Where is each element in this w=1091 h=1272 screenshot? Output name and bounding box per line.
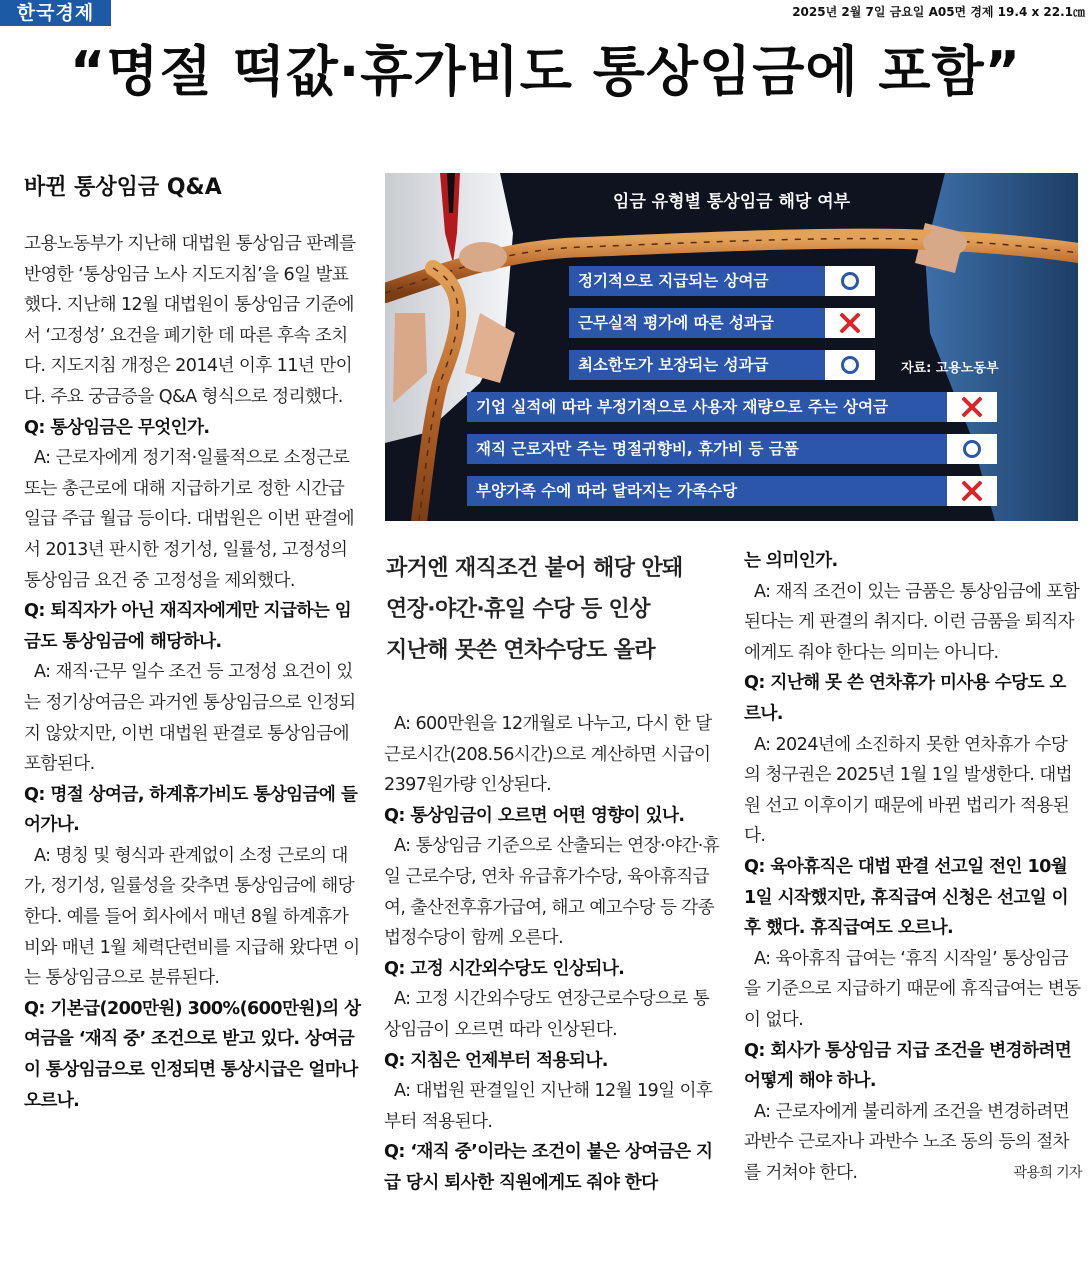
question: Q: 지난해 못 쓴 연차휴가 미사용 수당도 오르나.: [744, 673, 1066, 724]
lead-paragraph: 고용노동부가 지난해 대법원 통상임금 판례를 반영한 ‘통상임금 노사 지도지침’을 6일 발표했다. 지난해 12월 대법원이 통상임금 기준에서 ‘고정성’ 요건을 폐기한 데 따른 후속 조치다. 지도지침 개정은 2014년 이후 11년 만이다. 주요 궁금증을 Q&A 형식으로 정리했다.: [24, 234, 356, 407]
circle-icon: [841, 356, 859, 374]
article-column-1: [24, 229, 362, 1116]
question: Q: 회사가 통상임금 지급 조건을 변경하려면 어떻게 해야 하나.: [744, 1040, 1072, 1092]
answer: A: 600만원을 12개월로 나누고, 다시 한 달 근로시간(208.56시간)으로 계산하면 시급이 2397원가량 인상된다.: [384, 714, 712, 796]
answer: A: 통상임금 기준으로 산출되는 연장·야간·휴일 근로수당, 연차 유급휴가수당, 육아휴직급여, 출산전후휴가급여, 해고 예고수당 등 각종 법정수당이 함께 오른다.: [384, 836, 720, 949]
included-mark: [825, 266, 875, 296]
question: Q: ‘재직 중’이라는 조건이 붙은 상여금은 지급 당시 퇴사한 직원에게도 줘야 한다: [384, 1142, 713, 1193]
masthead-logo: 한국경제: [0, 0, 111, 26]
question: Q: 통상임금이 오르면 어떤 영향이 있나.: [384, 805, 685, 826]
question: Q: 명절 상여금, 하계휴가비도 통상임금에 들어가나.: [24, 784, 358, 836]
article-column-2: [384, 709, 722, 1199]
included-mark: [825, 350, 875, 380]
x-icon: [961, 396, 983, 418]
answer: A: 명칭 및 형식과 관계없이 소정 근로의 대가, 정기성, 일률성을 갖추면 통상임금에 해당한다. 예를 들어 회사에서 매년 8월 하계휴가비와 매년 1월 체력단련비를 지급해 왔다면 이는 통상임금으로 분류된다.: [24, 845, 360, 989]
wage-type-row: [569, 266, 825, 296]
included-mark: [947, 434, 997, 464]
question: Q: 고정 시간외수당도 인상되나.: [384, 958, 625, 979]
circle-icon: [963, 440, 981, 458]
tug-of-war-illustration: [385, 173, 1078, 521]
question: Q: 육아휴직은 대법 판결 선고일 전인 10월 1일 시작했지만, 휴직급여 신청은 선고일 이후 했다. 휴직급여도 오르나.: [744, 856, 1069, 939]
answer: A: 고정 시간외수당도 연장근로수당으로 통상임금이 오르면 따라 인상된다.: [384, 989, 710, 1040]
x-icon: [839, 312, 861, 334]
answer: A: 재직·근무 일수 조건 등 고정성 요건이 있는 정기상여금은 과거엔 통상임금으로 인정되지 않았지만, 이번 대법원 판결로 통상임금에 포함된다.: [24, 662, 356, 775]
wage-type-row: [467, 392, 947, 422]
wage-type-row: [467, 434, 947, 464]
excluded-mark: [825, 308, 875, 338]
byline: 곽용희 기자: [1013, 1164, 1082, 1181]
article-column-3: [744, 546, 1082, 1188]
kicker-summary: [386, 548, 716, 671]
x-icon: [961, 480, 983, 502]
wage-type-row: [569, 350, 825, 380]
wage-type-label: 기업 실적에 따라 부정기적으로 사용자 재량으로 주는 상여금: [476, 398, 889, 416]
question: Q: 기본급(200만원) 300%(600만원)의 상여금을 ‘재직 중’ 조건으로 받고 있다. 상여금이 통상임금으로 인정되면 통상시급은 얼마나 오르나.: [24, 998, 361, 1111]
question: Q: 지침은 언제부터 적용되나.: [384, 1050, 608, 1071]
headline: “명절 떡값·휴가비도 통상임금에 포함”: [69, 40, 1022, 103]
source-note: 자료: 고용노동부: [901, 361, 999, 376]
wage-type-label: 부양가족 수에 따라 달라지는 가족수당: [476, 482, 738, 500]
infographic-title: 임금 유형별 통상임금 해당 여부: [612, 192, 851, 212]
question-continued: 는 의미인가.: [744, 551, 838, 571]
kicker-line: 연장·야간·휴일 수당 등 인상: [386, 597, 650, 622]
answer: A: 대법원 판결일인 지난해 12월 19일 이후부터 적용된다.: [384, 1081, 713, 1132]
wage-type-label: 최소한도가 보장되는 성과급: [578, 356, 769, 374]
question: Q: 퇴직자가 아닌 재직자에게만 지급하는 임금도 통상임금에 해당하나.: [24, 601, 352, 652]
wage-type-label: 정기적으로 지급되는 상여금: [578, 272, 769, 290]
answer: A: 근로자에게 정기적·일률적으로 소정근로 또는 총근로에 대해 지급하기로 정한 시간급 일급 주급 월급 등이다. 대법원은 이번 판결에서 2013년 판시한 정기성, 일률성, 고정성의 통상임금 요건 중 고정성을 제외했다.: [24, 448, 355, 591]
kicker-line: 지난해 못쓴 연차수당도 올라: [386, 638, 656, 663]
answer: A: 육아휴직 급여는 ‘휴직 시작일’ 통상임금을 기준으로 지급하기 때문에 휴직급여는 변동이 없다.: [744, 948, 1081, 1030]
excluded-mark: [947, 392, 997, 422]
wage-type-row: [569, 308, 825, 338]
publication-info: 2025년 2월 7일 금요일 A05면 경제 19.4 x 22.1㎝: [792, 5, 1085, 19]
wage-type-row: [467, 476, 947, 506]
subheadline: 바뀐 통상임금 Q&A: [24, 175, 222, 200]
answer: A: 재직 조건이 있는 금품은 통상임금에 포함된다는 게 판결의 취지다. 이런 금품을 퇴직자에게도 줘야 한다는 의미는 아니다.: [744, 581, 1080, 663]
answer: A: 2024년에 소진하지 못한 연차휴가 수당의 청구권은 2025년 1월 1일 발생한다. 대법원 선고 이후이기 때문에 바뀐 법리가 적용된다.: [744, 734, 1073, 847]
infographic: [385, 173, 1078, 521]
circle-icon: [841, 272, 859, 290]
kicker-line: 과거엔 재직조건 붙어 해당 안돼: [386, 556, 683, 581]
question: Q: 통상임금은 무엇인가.: [24, 417, 210, 438]
answer: A: 근로자에게 불리하게 조건을 변경하려면 과반수 근로자나 과반수 노조 동의 등의 절차를 거쳐야 한다.: [744, 1101, 1070, 1183]
excluded-mark: [947, 476, 997, 506]
wage-type-label: 근무실적 평가에 따른 성과급: [578, 314, 774, 332]
wage-type-label: 재직 근로자만 주는 명절귀향비, 휴가비 등 금품: [476, 440, 799, 458]
final-answer: [744, 1097, 1082, 1189]
